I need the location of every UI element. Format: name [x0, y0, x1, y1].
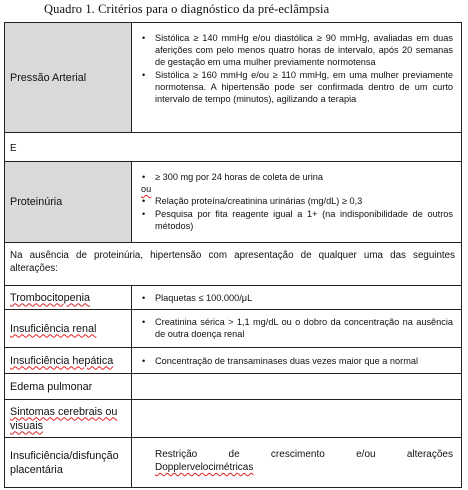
label-proteinuria	[5, 162, 132, 242]
row-divider	[5, 242, 461, 243]
label-insuficiencia-renal	[5, 310, 132, 347]
table-title: Quadro 1. Critérios para o diagnóstico da pré-eclâmpsia	[44, 2, 330, 16]
or-text: ou	[141, 184, 152, 195]
placental-text-line2: Dopplervelocimétricas	[155, 462, 254, 473]
content-insuficiencia-renal	[133, 310, 461, 347]
label-insuficiencia-renal-text: Insuficiência renal	[10, 322, 97, 335]
absence-paragraph: Na ausência de proteinúria, hipertensão com apresentação de qualquer uma das seguintes alterações:	[10, 250, 455, 274]
criterion-item: • Sistólica ≥ 140 mmHg e/ou diastólica ≥ 90 mmHg, avaliadas em duas aferições com pelo menos quatro horas de intervalo, após 20 semanas de gestação em uma mulher previamente normotensa	[139, 32, 453, 69]
content-insuficiencia-placentaria	[133, 438, 461, 487]
label-insuficiencia-hepatica-text: Insuficiência hepática	[10, 354, 114, 367]
criterion-item: • Relação proteína/creatinina urinárias (mg/dL) ≥ 0,3	[139, 195, 453, 207]
placental-text-line1: Restrição de crescimento e/ou alterações	[155, 449, 453, 460]
content-insuficiencia-hepatica	[133, 348, 461, 373]
label-edema-pulmonar-text: Edema pulmonar	[10, 380, 93, 393]
conjunction-e: E	[10, 143, 17, 154]
content-sintomas-cerebrais	[133, 400, 461, 437]
label-pressao-arterial	[5, 23, 132, 132]
content-pressao-arterial	[133, 23, 461, 132]
label-insuficiencia-placentaria-text: Insuficiência/disfunção placentária	[10, 449, 119, 476]
label-pressao-arterial-text: Pressão Arterial	[10, 71, 87, 84]
label-insuficiencia-hepatica	[5, 348, 132, 373]
criterion-item: • Concentração de transaminases duas vezes maior que a normal	[139, 355, 453, 367]
content-proteinuria	[133, 162, 461, 242]
label-edema-pulmonar	[5, 374, 132, 399]
criterion-item: • Creatinina sérica > 1,1 mg/dL ou o dobro da concentração na ausência de outra doença renal	[139, 316, 453, 340]
criterion-item: • Sistólica ≥ 160 mmHg e/ou ≥ 110 mmHg, em uma mulher previamente normotensa. A hipertensão pode ser confirmada dentro de um curto intervalo de tempo (minutos), agilizando a terapia	[139, 69, 453, 106]
label-sintomas-cerebrais	[5, 400, 132, 437]
content-edema-pulmonar	[133, 374, 461, 399]
label-proteinuria-text: Proteinúria	[10, 196, 63, 208]
label-trombocitopenia-text: Trombocitopenia	[10, 291, 91, 304]
criterion-item: • ≥ 300 mg por 24 horas de coleta de urina	[139, 171, 453, 183]
criterion-item: • Pesquisa por fita reagente igual a 1+ (na indisponibilidade de outros métodos)	[139, 208, 453, 232]
content-trombocitopenia	[133, 286, 461, 309]
criteria-table	[4, 22, 462, 488]
row-divider	[5, 132, 461, 133]
label-insuficiencia-placentaria	[5, 438, 132, 487]
label-sintomas-cerebrais-text: Sintomas cerebrais ou visuais	[10, 405, 118, 432]
criterion-item: • Plaquetas ≤ 100.000/μL	[139, 292, 453, 304]
label-trombocitopenia	[5, 286, 132, 309]
